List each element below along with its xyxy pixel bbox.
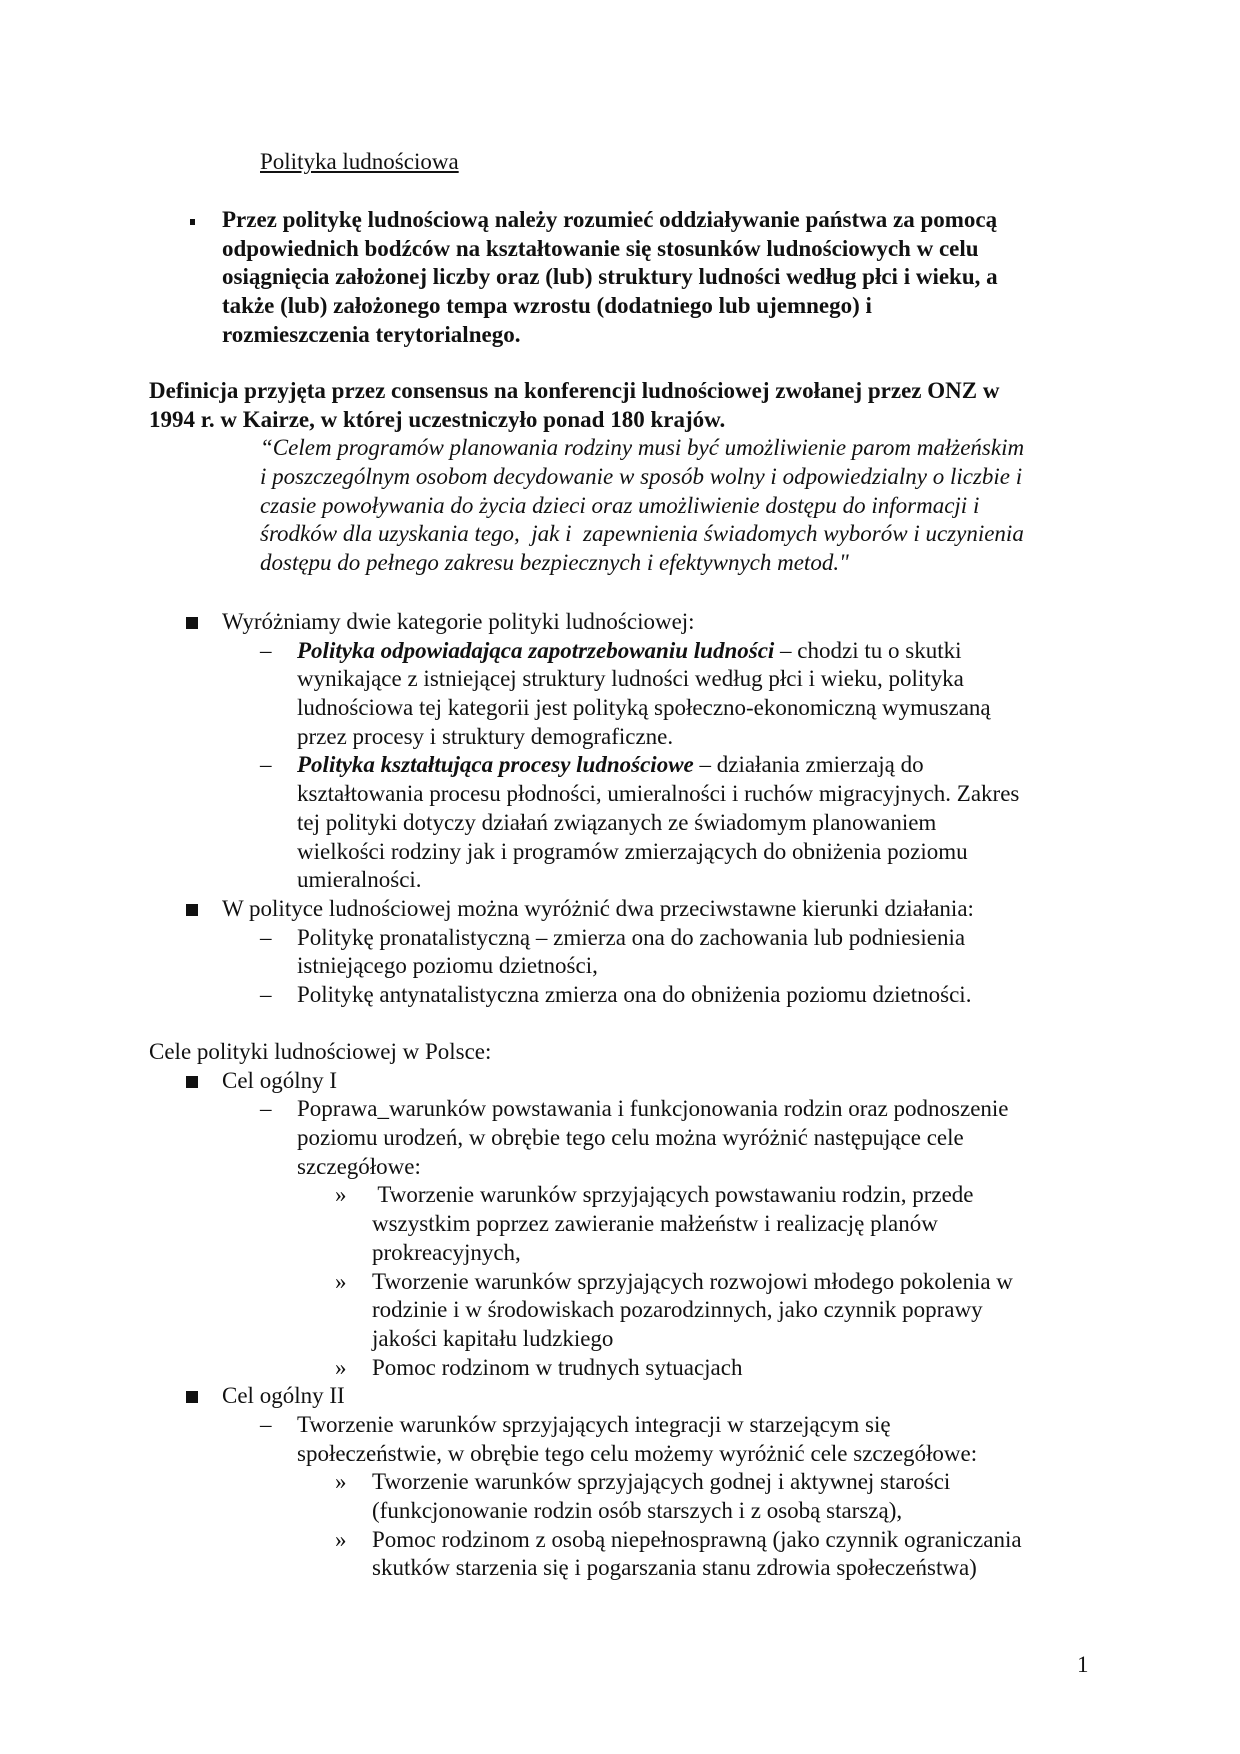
- text-segment: poziomu urodzeń, w obrębie tego celu można wyróżnić następujące cele: [297, 1125, 964, 1151]
- text-segment: Przez politykę ludnościową należy rozumieć oddziaływanie państwa za pomocą: [222, 207, 998, 232]
- text-line: [0, 809, 1240, 838]
- text-line: [0, 520, 1240, 549]
- line-text: [297, 866, 422, 895]
- text-line: [0, 1095, 1240, 1124]
- chevron-bullet-icon: »: [335, 1469, 347, 1495]
- line-text: [297, 1440, 977, 1469]
- text-line: [0, 1554, 1240, 1583]
- text-segment: skutków starzenia się i pogarszania stanu zdrowia społeczeństwa): [372, 1555, 977, 1581]
- text-segment: umieralności.: [297, 867, 422, 893]
- document-title: Polityka ludnościowa: [260, 149, 459, 174]
- text-line: [0, 924, 1240, 953]
- text-line: [0, 263, 1240, 292]
- square-bullet-icon: [186, 1076, 198, 1088]
- line-text: [149, 1038, 491, 1067]
- text-line: [0, 751, 1240, 780]
- text-line: [0, 321, 1240, 350]
- line-text: [372, 1554, 977, 1583]
- text-segment: środków dla uzyskania tego, jak i zapewnienia świadomych wyborów i uczynienia: [260, 521, 1024, 547]
- text-segment: społeczeństwie, w obrębie tego celu możemy wyróżnić cele szczegółowe:: [297, 1440, 978, 1466]
- line-text: [260, 434, 1024, 463]
- text-line: [0, 406, 1240, 435]
- text-segment: wszystkim poprzez zawieranie małżeństw i realizację planów: [372, 1211, 938, 1237]
- text-line: [0, 1440, 1240, 1469]
- line-text: [222, 235, 979, 264]
- text-line: [0, 1067, 1240, 1096]
- line-text: [222, 321, 520, 350]
- line-text: [372, 1268, 1013, 1297]
- text-line: [0, 1497, 1240, 1526]
- text-line: [0, 866, 1240, 895]
- text-segment: Poprawa_warunków powstawania i funkcjonowania rodzin oraz podnoszenie: [297, 1096, 1009, 1122]
- line-text: [222, 1067, 337, 1096]
- chevron-bullet-icon: »: [335, 1182, 347, 1208]
- text-line: [0, 1153, 1240, 1182]
- text-segment: Definicja przyjęta przez consensus na konferencji ludnościowej zwołanej przez ONZ w: [149, 378, 1000, 403]
- text-segment: tej polityki dotyczy działań związanych ze świadomym planowaniem: [297, 809, 937, 835]
- text-segment: Pomoc rodzinom w trudnych sytuacjach: [372, 1354, 743, 1380]
- line-text: [297, 637, 961, 666]
- line-text: [372, 1181, 974, 1210]
- text-line: [0, 952, 1240, 981]
- text-segment: rodzinie i w środowiskach pozarodzinnych, jako czynnik poprawy: [372, 1297, 983, 1323]
- line-text: [297, 952, 598, 981]
- text-segment: – chodzi tu o skutki: [774, 637, 962, 663]
- text-segment: przez procesy i struktury demograficzne.: [297, 723, 674, 749]
- text-line: [0, 838, 1240, 867]
- text-segment: Politykę pronatalistyczną – zmierza ona do zachowania lub podniesienia: [297, 924, 966, 950]
- chevron-bullet-icon: »: [335, 1268, 347, 1294]
- text-line: [0, 780, 1240, 809]
- text-segment: Tworzenie warunków sprzyjających integracji w starzejącym się: [297, 1411, 891, 1437]
- line-text: [372, 1239, 521, 1268]
- text-line: [0, 895, 1240, 924]
- text-segment: osiągnięcia założonej liczby oraz (lub) struktury ludności według płci i wieku, a: [222, 264, 998, 290]
- text-segment: W polityce ludnościowej można wyróżnić dwa przeciwstawne kierunki działania:: [222, 895, 974, 921]
- line-text: [372, 1497, 902, 1526]
- text-line: [0, 1181, 1240, 1210]
- square-bullet-icon: [190, 219, 195, 225]
- page-number: 1: [1077, 1652, 1089, 1677]
- line-text: [260, 463, 1022, 492]
- text-segment: odpowiednich bodźców na kształtowanie się stosunków ludnościowych w celu: [222, 235, 979, 261]
- text-line: [0, 235, 1240, 264]
- line-text: [297, 1124, 964, 1153]
- text-segment: Wyróżniamy dwie kategorie polityki ludnościowej:: [222, 609, 695, 634]
- text-line: [0, 463, 1240, 492]
- square-bullet-icon: [186, 1391, 198, 1403]
- line-text: [297, 838, 968, 867]
- line-text: [372, 1354, 742, 1383]
- dash-bullet-icon: –: [260, 924, 272, 950]
- dash-bullet-icon: –: [260, 1411, 272, 1437]
- text-line: [0, 1038, 1240, 1067]
- text-segment: dostępu do pełnego zakresu bezpiecznych i efektywnych metod.": [260, 550, 849, 576]
- text-line: [0, 377, 1240, 406]
- text-line: [0, 1382, 1240, 1411]
- text-line: [0, 206, 1240, 235]
- text-segment: Cel ogólny I: [222, 1067, 337, 1093]
- text-line: [0, 637, 1240, 666]
- line-text: [372, 1325, 613, 1354]
- text-segment: ludnościowa tej kategorii jest polityką społeczno-ekonomiczną wymuszaną: [297, 695, 991, 721]
- text-line: [0, 1210, 1240, 1239]
- line-text: [297, 665, 964, 694]
- text-segment: jakości kapitału ludzkiego: [372, 1325, 614, 1351]
- line-text: [372, 1468, 950, 1497]
- dash-bullet-icon: –: [260, 637, 272, 663]
- text-line: [0, 434, 1240, 463]
- line-text: [297, 723, 673, 752]
- line-text: [222, 292, 872, 321]
- line-text: [372, 1526, 1022, 1555]
- text-segment: kształtowania procesu płodności, umieralności i ruchów migracyjnych. Zakres: [297, 781, 1020, 807]
- text-line: [0, 1268, 1240, 1297]
- line-text: [149, 406, 725, 435]
- dash-bullet-icon: –: [260, 752, 272, 778]
- square-bullet-icon: [186, 904, 198, 916]
- text-segment: – działania zmierzają do: [693, 752, 924, 778]
- text-line: [0, 292, 1240, 321]
- line-text: [260, 492, 979, 521]
- text-segment: Pomoc rodzinom z osobą niepełnosprawną (jako czynnik ograniczania: [372, 1526, 1022, 1552]
- line-text: [297, 924, 965, 953]
- text-segment: czasie powoływania do życia dzieci oraz umożliwienie dostępu do informacji i: [260, 492, 980, 518]
- text-segment: 1994 r. w Kairze, w której uczestniczyło ponad 180 krajów.: [149, 406, 726, 432]
- text-line: [0, 1239, 1240, 1268]
- line-text: [222, 895, 974, 924]
- line-text: [297, 780, 1019, 809]
- line-text: [222, 1382, 345, 1411]
- text-segment: Tworzenie warunków sprzyjających rozwojowi młodego pokolenia w: [372, 1268, 1013, 1294]
- definition-bullet-block: [0, 206, 1240, 349]
- text-segment: Politykę antynatalistyczna zmierza ona do obniżenia poziomu dzietności.: [297, 981, 972, 1007]
- text-segment: także (lub) założonego tempa wzrostu (dodatniego lub ujemnego) i: [222, 293, 872, 319]
- line-text: [297, 1153, 421, 1182]
- emphasized-term: Polityka odpowiadająca zapotrzebowaniu ludności: [297, 637, 775, 663]
- text-line: [0, 1411, 1240, 1440]
- dash-bullet-icon: –: [260, 981, 272, 1007]
- text-line: [0, 549, 1240, 578]
- chevron-bullet-icon: »: [335, 1354, 347, 1380]
- line-text: [297, 1411, 891, 1440]
- chevron-bullet-icon: »: [335, 1526, 347, 1552]
- text-segment: wynikające z istniejącej struktury ludności według płci i wieku, polityka: [297, 666, 964, 692]
- text-segment: szczegółowe:: [297, 1153, 421, 1179]
- text-line: [0, 1354, 1240, 1383]
- line-text: [222, 206, 997, 235]
- line-text: [297, 751, 924, 780]
- emphasized-term: Polityka kształtująca procesy ludnościowe: [297, 752, 694, 778]
- text-segment: Tworzenie warunków sprzyjających powstawaniu rodzin, przede: [372, 1182, 974, 1208]
- line-text: [260, 549, 849, 578]
- text-line: [0, 723, 1240, 752]
- policy-categories-block: [0, 608, 1240, 1010]
- text-segment: i poszczególnym osobom decydowanie w sposób wolny i odpowiedzialny o liczbie i: [260, 464, 1023, 490]
- dash-bullet-icon: –: [260, 1096, 272, 1122]
- text-segment: Cele polityki ludnościowej w Polsce:: [149, 1039, 492, 1064]
- text-segment: Tworzenie warunków sprzyjających godnej i aktywnej starości: [372, 1469, 951, 1495]
- line-text: [222, 608, 695, 637]
- line-text: [297, 981, 971, 1010]
- text-line: [0, 1296, 1240, 1325]
- square-bullet-icon: [186, 617, 198, 629]
- line-text: [297, 1095, 1009, 1124]
- text-segment: istniejącego poziomu dzietności,: [297, 953, 598, 979]
- text-segment: rozmieszczenia terytorialnego.: [222, 321, 521, 347]
- text-line: [0, 981, 1240, 1010]
- text-line: [0, 1124, 1240, 1153]
- text-line: [0, 492, 1240, 521]
- text-line: [0, 608, 1240, 637]
- text-line: [0, 1468, 1240, 1497]
- line-text: [372, 1296, 983, 1325]
- line-text: [297, 694, 991, 723]
- text-line: [0, 665, 1240, 694]
- line-text: [149, 377, 999, 406]
- line-text: [372, 1210, 938, 1239]
- text-segment: prokreacyjnych,: [372, 1239, 521, 1265]
- line-text: [297, 809, 936, 838]
- text-line: [0, 1325, 1240, 1354]
- text-segment: wielkości rodziny jak i programów zmierzających do obniżenia poziomu: [297, 838, 968, 864]
- line-text: [260, 520, 1024, 549]
- text-line: [0, 1526, 1240, 1555]
- poland-goals-block: [0, 1038, 1240, 1583]
- text-line: [0, 694, 1240, 723]
- un-definition-block: [0, 377, 1240, 578]
- text-segment: Cel ogólny II: [222, 1383, 345, 1409]
- text-segment: “Celem programów planowania rodziny musi być umożliwienie parom małżeńskim: [260, 435, 1025, 461]
- line-text: [222, 263, 998, 292]
- text-segment: (funkcjonowanie rodzin osób starszych i z osobą starszą),: [372, 1498, 903, 1523]
